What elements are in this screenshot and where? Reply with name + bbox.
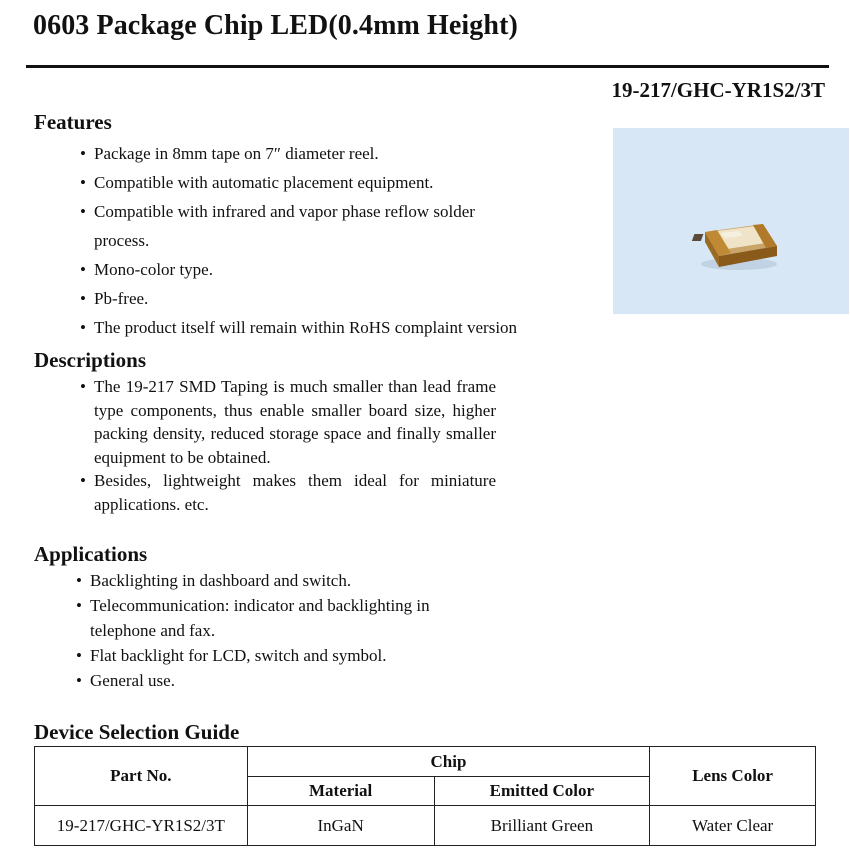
list-item: • Backlighting in dashboard and switch.	[74, 568, 494, 593]
list-item: • Compatible with automatic placement equipment.	[78, 168, 598, 197]
features-heading: Features	[34, 110, 112, 134]
cell-lens-color: Water Clear	[650, 806, 816, 846]
descriptions-list	[78, 375, 496, 516]
part-number-heading: 19-217/GHC-YR1S2/3T	[611, 78, 825, 102]
list-item: • Flat backlight for LCD, switch and symbol.	[74, 643, 494, 668]
table-row	[35, 806, 816, 846]
title-divider	[26, 65, 829, 68]
descriptions-heading: Descriptions	[34, 348, 146, 372]
chip-led-image	[613, 128, 849, 314]
features-list	[78, 139, 598, 342]
device-selection-table	[34, 746, 816, 846]
header-emitted-color: Emitted Color	[434, 777, 650, 806]
list-item: • Package in 8mm tape on 7″ diameter reel.	[78, 139, 598, 168]
header-lens-color: Lens Color	[650, 747, 816, 806]
list-item: • Telecommunication: indicator and backlighting in telephone and fax.	[74, 593, 490, 643]
list-item: • Pb-free.	[78, 284, 598, 313]
page-title: 0603 Package Chip LED(0.4mm Height)	[33, 10, 518, 41]
header-material: Material	[247, 777, 434, 806]
list-item: • The product itself will remain within RoHS complaint version	[78, 313, 598, 342]
cell-material: InGaN	[247, 806, 434, 846]
list-item: • The 19-217 SMD Taping is much smaller than lead frame type components, thus enable smaller board size, higher packing density, reduced storage space and finally smaller equipment to be obtained.	[78, 375, 496, 469]
header-chip: Chip	[247, 747, 649, 777]
product-photo	[613, 128, 849, 314]
list-item: • Mono-color type.	[78, 255, 598, 284]
header-part-no: Part No.	[35, 747, 248, 806]
applications-list	[74, 568, 494, 693]
list-item: • General use.	[74, 668, 494, 693]
device-guide-heading: Device Selection Guide	[34, 720, 240, 744]
cell-emitted-color: Brilliant Green	[434, 806, 650, 846]
list-item: • Compatible with infrared and vapor phase reflow solder process.	[78, 197, 494, 255]
applications-heading: Applications	[34, 542, 148, 566]
cell-part-no: 19-217/GHC-YR1S2/3T	[35, 806, 248, 846]
list-item: • Besides, lightweight makes them ideal for miniature applications. etc.	[78, 469, 496, 516]
